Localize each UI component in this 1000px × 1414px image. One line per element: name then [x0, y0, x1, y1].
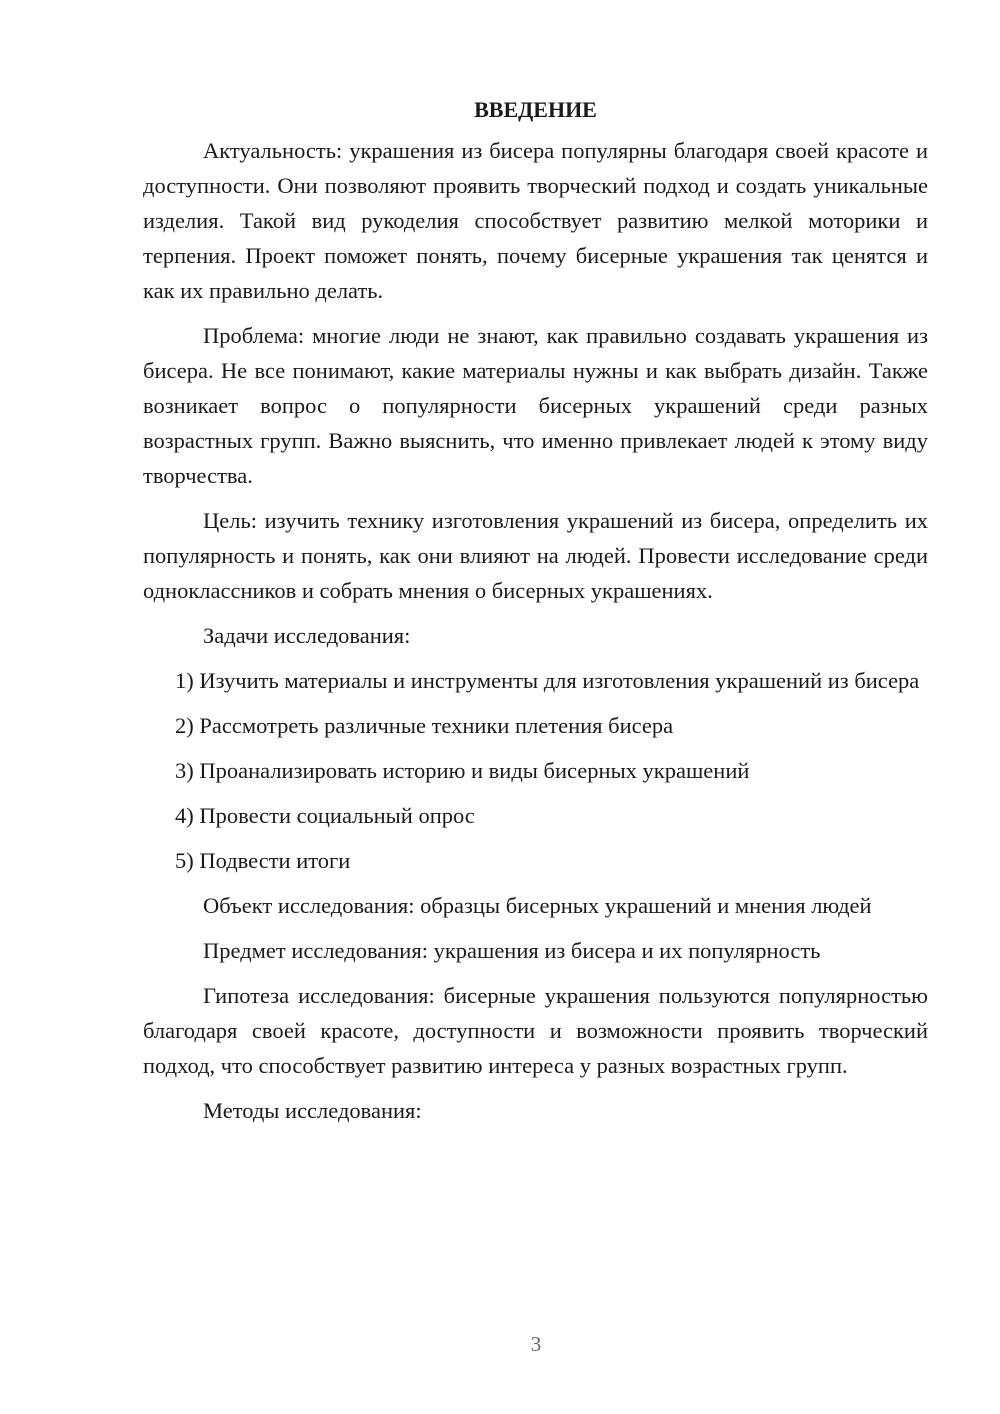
paragraph-hypothesis: Гипотеза исследования: бисерные украшения пользуются популярностью благодаря своей красоте, доступности и возможности проявить творческий подход, что способствует развитию интереса у разных возрастных групп. [143, 983, 928, 1078]
paragraph-tasks-heading: Задачи исследования: [203, 623, 411, 648]
paragraph-subject: Предмет исследования: украшения из бисера и их популярность [203, 938, 821, 963]
task-item-4: 4) Провести социальный опрос [175, 803, 475, 828]
paragraph-methods: Методы исследования: [203, 1098, 422, 1123]
task-item-5: 5) Подвести итоги [175, 848, 351, 873]
paragraph-problem: Проблема: многие люди не знают, как правильно создавать украшения из бисера. Не все понимают, какие материалы нужны и как выбрать дизайн. Также возникает вопрос о популярности бисерных украшений среди разных возрастных групп. Важно выяснить, что именно привлекает людей к этому виду творчества. [143, 323, 928, 488]
task-item-2: 2) Рассмотреть различные техники плетения бисера [175, 713, 674, 738]
paragraph-object: Объект исследования: образцы бисерных украшений и мнения людей [203, 893, 872, 918]
paragraph-goal: Цель: изучить технику изготовления украшений из бисера, определить их популярность и понять, как они влияют на людей. Провести исследование среди одноклассников и собрать мнения о бисерных украшениях. [143, 508, 928, 603]
document-page [143, 92, 928, 1138]
paragraph-relevance: Актуальность: украшения из бисера популярны благодаря своей красоте и доступности. Они позволяют проявить творческий подход и создать уникальные изделия. Такой вид рукоделия способствует развитию мелкой моторики и терпения. Проект поможет понять, почему бисерные украшения так ценятся и как их правильно делать. [143, 138, 928, 303]
section-title: ВВЕДЕНИЕ [474, 97, 597, 122]
task-item-3: 3) Проанализировать историю и виды бисерных украшений [175, 758, 750, 783]
page-number: 3 [530, 1332, 542, 1356]
task-item-1: 1) Изучить материалы и инструменты для изготовления украшений из бисера [175, 668, 920, 693]
